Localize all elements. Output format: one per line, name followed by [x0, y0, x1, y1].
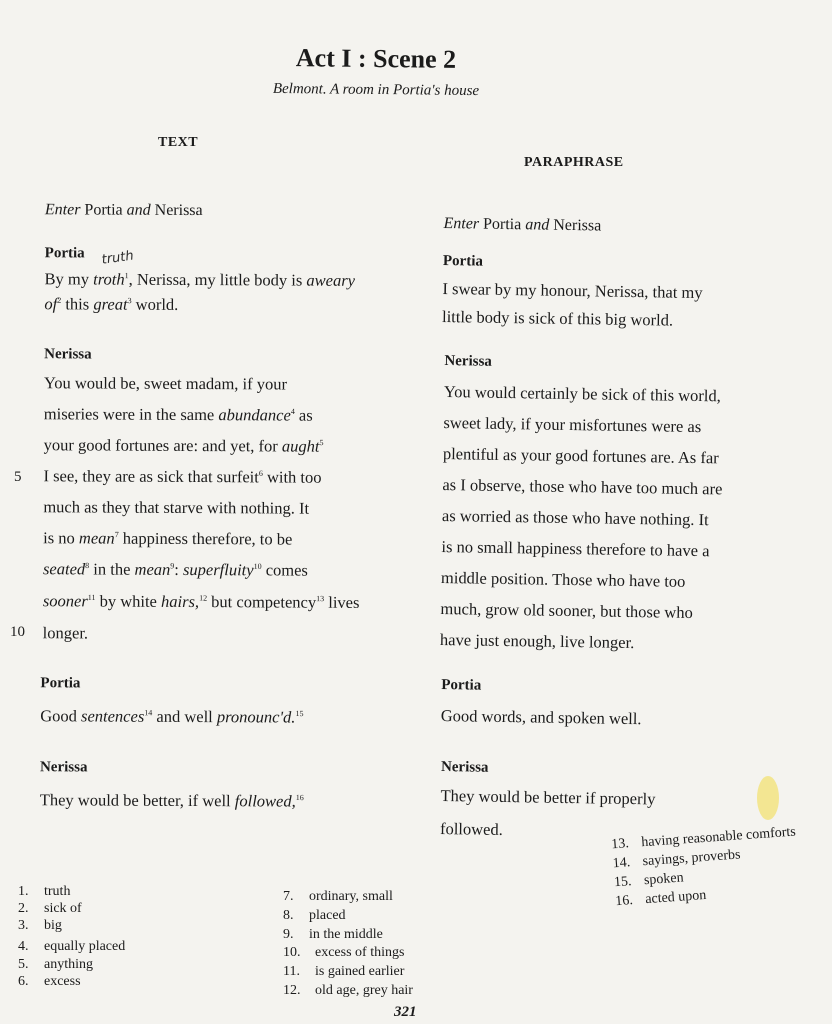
line-number: 10	[10, 624, 25, 640]
paraphrase-line: little body is sick of this big world.	[441, 306, 674, 330]
footnote: 15. spoken	[613, 870, 685, 891]
verse-line: seated$^8$ in the mean$^9$: superfluity$^{10}$ comes	[42, 559, 308, 580]
footnote: 12. old age, grey hair	[283, 983, 413, 998]
speaker-name: Portia	[441, 677, 482, 694]
footnote: 10. excess of things	[283, 945, 405, 960]
highlight-mark	[757, 776, 779, 820]
verse-line: sooner$^{11}$ by white hairs,$^{12}$ but competency$^{13}$ lives	[42, 591, 360, 612]
paraphrase-column-heading: PARAPHRASE	[524, 155, 624, 170]
footnote: 11. is gained earlier	[283, 964, 405, 979]
verse-line: longer.	[42, 623, 89, 643]
footnote: 7. ordinary, small	[283, 889, 393, 904]
speaker-name: Portia	[40, 675, 81, 692]
footnote: 4. equally placed	[18, 939, 126, 954]
verse-line: You would be, sweet madam, if your	[43, 373, 288, 394]
text-column-heading: TEXT	[158, 135, 199, 150]
verse-line: They would be better, if well followed,$^{16}$	[39, 790, 304, 811]
paraphrase-line: followed.	[439, 819, 503, 839]
footnote: 16. acted upon	[614, 887, 707, 910]
stage-direction: Enter Portia and Nerissa	[44, 201, 203, 220]
handwritten-annotation: truth	[100, 248, 135, 268]
paraphrase-line: have just enough, live longer.	[439, 629, 635, 653]
footnote: 13. having reasonable comforts	[610, 824, 797, 853]
verse-line: $of^2$ this great$^3$ world.	[44, 294, 179, 314]
paraphrase-line: sweet lady, if your misfortunes were as	[443, 413, 702, 437]
verse-line: I see, they are as sick that surfeit$^6$ with too	[43, 466, 322, 487]
paraphrase-line: much, grow old sooner, but those who	[440, 598, 693, 622]
footnote: 9. in the middle	[283, 927, 383, 942]
paraphrase-line: plentiful as your good fortunes are. As far	[442, 444, 719, 468]
verse-line: much as they that starve with nothing. It	[43, 497, 310, 518]
footnote: 14. sayings, proverbs	[612, 847, 741, 872]
stage-direction: Enter Portia and Nerissa	[443, 214, 602, 235]
paraphrase-line: as I observe, those who have too much are	[442, 475, 723, 499]
footnote: 6. excess	[18, 974, 81, 989]
speaker-name: Portia	[44, 245, 85, 262]
speaker-name: Nerissa	[39, 759, 88, 776]
paraphrase-line: middle position. Those who have too	[440, 567, 686, 591]
paraphrase-line: They would be better if properly	[440, 786, 656, 809]
speaker-name: Portia	[442, 252, 484, 270]
verse-line: your good fortunes are: and yet, for aught$^5$	[43, 435, 324, 456]
page-title: Act I : Scene 2	[295, 43, 457, 74]
verse-line: is no mean$^7$ happiness therefore, to be	[43, 528, 293, 549]
footnote: 3. big	[18, 918, 62, 933]
scene-setting: Belmont. A room in Portia's house	[272, 80, 480, 100]
speaker-name: Nerissa	[44, 346, 92, 363]
paraphrase-line: Good words, and spoken well.	[440, 706, 642, 729]
paraphrase-line: is no small happiness therefore to have a	[441, 537, 710, 561]
footnote: 8. placed	[283, 908, 346, 923]
footnote: 2. sick of	[18, 901, 82, 916]
verse-line: miseries were in the same abundance$^4$ as	[43, 404, 313, 425]
speaker-name: Nerissa	[444, 353, 493, 370]
verse-line: Good sentences$^{14}$ and well pronounc'd.$^{15}$	[40, 706, 304, 727]
verse-line: By my troth$^1$, Nerissa, my little body is aweary	[44, 269, 356, 290]
footnote: 5. anything	[18, 957, 93, 972]
line-number: 5	[14, 469, 22, 485]
page-number: 321	[394, 1004, 417, 1020]
paraphrase-line: I swear by my honour, Nerissa, that my	[442, 278, 703, 303]
paraphrase-line: You would certainly be sick of this world,	[443, 382, 721, 406]
paraphrase-line: as worried as those who have nothing. It	[441, 506, 709, 530]
footnote: 1. truth	[18, 884, 71, 899]
speaker-name: Nerissa	[440, 759, 489, 776]
